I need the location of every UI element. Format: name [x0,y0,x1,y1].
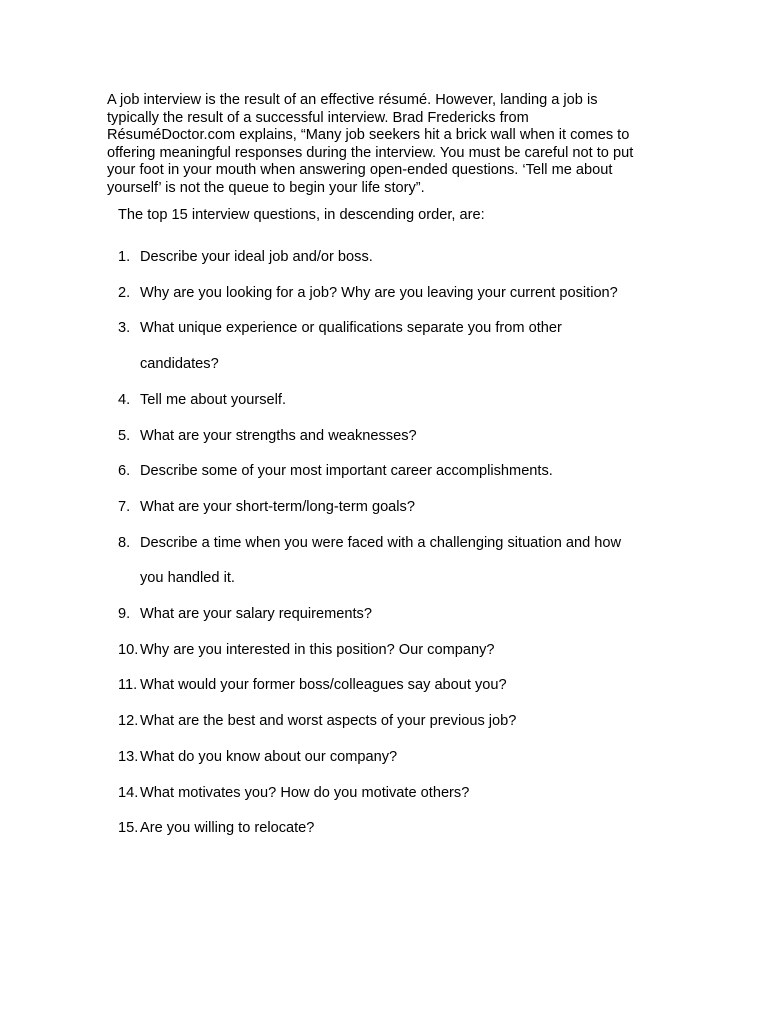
intro-line: your foot in your mouth when answering open-ended questions. ‘Tell me about [107,162,613,179]
question-text: What are your short-term/long-term goals? [140,498,415,515]
question-number: 3. [118,320,131,337]
question-text: Describe your ideal job and/or boss. [140,249,373,265]
intro-line: typically the result of a successful interview. Brad Fredericks from [107,109,529,126]
question-item [118,740,658,776]
question-number: 5. [118,427,131,444]
question-number: 6. [118,463,131,480]
question-number: 11. [118,677,138,694]
question-text: What are your strengths and weaknesses? [140,427,417,444]
question-number: 10. [118,641,139,658]
question-text: What motivates you? How do you motivate others? [140,784,470,801]
question-number: 14. [118,784,139,801]
question-number: 4. [118,391,131,408]
question-number: 12. [118,713,139,730]
question-text: Describe a time when you were faced with a challenging situation and how [140,534,622,551]
intro-line: offering meaningful responses during the interview. You must be careful not to put [107,144,634,161]
question-number: 8. [118,534,131,551]
question-item [118,526,658,597]
question-number: 7. [118,498,131,515]
question-text: Describe some of your most important career accomplishments. [140,463,553,480]
question-number: 15. [118,820,139,837]
question-text: What do you know about our company? [140,748,398,765]
question-item [118,490,658,526]
question-item [118,383,658,419]
question-text: Are you willing to relocate? [140,820,315,837]
question-number: 13. [118,748,139,765]
question-text: Why are you looking for a job? Why are you leaving your current position? [140,284,618,301]
question-text: What would your former boss/colleagues say about you? [140,677,507,694]
question-item [118,240,658,276]
question-item [118,276,658,312]
question-text-continued: candidates? [140,356,219,373]
question-number: 2. [118,284,131,301]
question-item [118,633,658,669]
question-text: What are the best and worst aspects of your previous job? [140,713,517,730]
question-item [118,311,658,382]
question-text: Why are you interested in this position? Our company? [140,641,495,658]
question-item [118,811,658,847]
question-item [118,704,658,740]
question-number: 9. [118,606,131,623]
questions-list [118,240,658,847]
question-text: What are your salary requirements? [140,606,372,623]
list-lead-text: The top 15 interview questions, in descending order, are: [118,207,485,223]
question-item [118,668,658,704]
intro-line: RésuméDoctor.com explains, “Many job seekers hit a brick wall when it comes to [107,127,630,144]
question-item [118,597,658,633]
question-text: What unique experience or qualifications separate you from other [140,320,562,337]
question-item [118,454,658,490]
intro-line: A job interview is the result of an effective résumé. However, landing a job is [107,92,598,108]
intro-line: yourself’ is not the queue to begin your life story”. [107,179,425,196]
question-item [118,419,658,455]
question-number: 1. [118,249,131,265]
question-text: Tell me about yourself. [140,391,287,408]
question-text-continued: you handled it. [140,570,235,587]
intro-paragraph [107,92,663,198]
question-item [118,776,658,812]
